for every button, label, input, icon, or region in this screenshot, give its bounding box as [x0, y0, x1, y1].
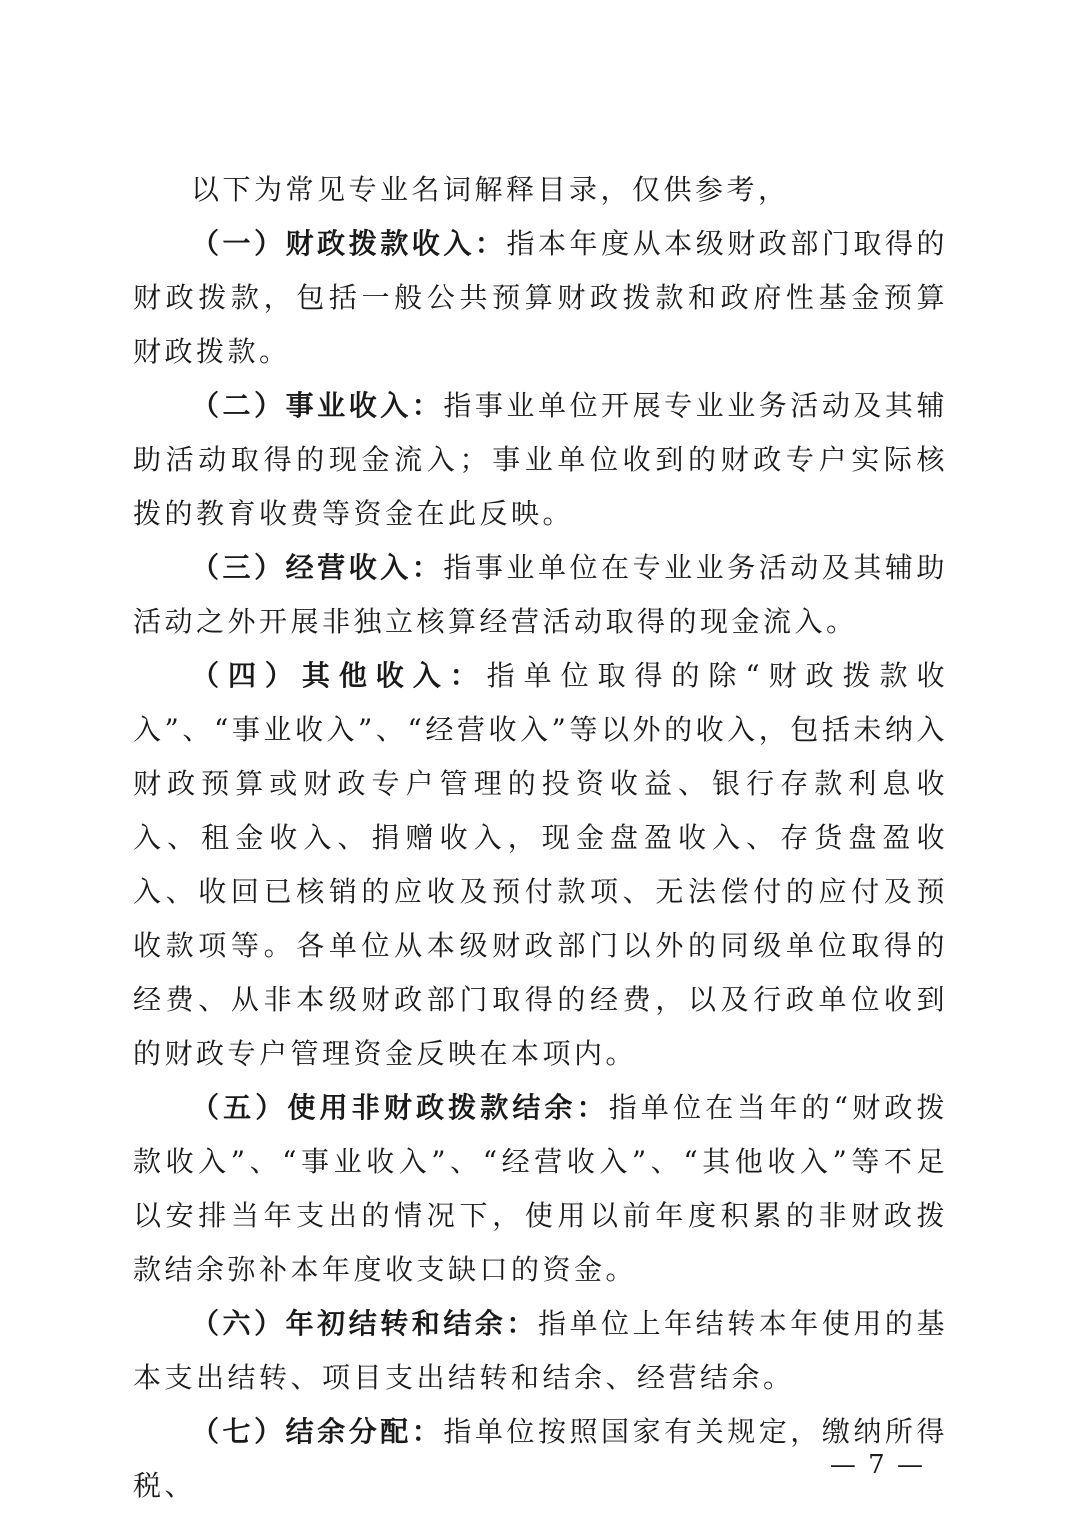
term-heading: （七）结余分配：	[191, 1415, 444, 1448]
page-number: — 7 —	[829, 1450, 925, 1480]
term-definition: 指事业单位在专业业务活动及其辅助活动之外开展非独立核算经营活动取得的现金流入。	[133, 551, 948, 638]
term-heading: （四）其他收入：	[191, 659, 487, 692]
term-definition: 指事业单位开展专业业务活动及其辅助活动取得的现金流入；事业单位收到的财政专户实际核拨的教育收费等资金在此反映。	[133, 389, 948, 530]
definition-paragraph-6	[133, 1297, 948, 1405]
term-definition: 指单位按照国家有关规定，缴纳所得税、	[133, 1415, 948, 1502]
term-heading: （六）年初结转和结余：	[191, 1307, 538, 1340]
term-heading: （三）经营收入：	[191, 551, 444, 584]
term-heading: （二）事业收入：	[191, 389, 444, 422]
definition-paragraph-5	[133, 1081, 948, 1297]
body-text	[133, 163, 948, 1513]
term-definition: 指本年度从本级财政部门取得的财政拨款，包括一般公共预算财政拨款和政府性基金预算财政拨款。	[133, 227, 948, 368]
definition-paragraph-4	[133, 649, 948, 1081]
term-definition: 指单位取得的除“财政拨款收入”、“事业收入”、“经营收入”等以外的收入，包括未纳入财政预算或财政专户管理的投资收益、银行存款利息收入、租金收入、捐赠收入，现金盘盈收入、存货盘盈收入、收回已核销的应收及预付款项、无法偿付的应付及预收款项等。各单位从本级财政部门以外的同级单位取得的经费、从非本级财政部门取得的经费，以及行政单位收到的财政专户管理资金反映在本项内。	[133, 659, 948, 1070]
intro-paragraph	[133, 163, 948, 217]
term-definition: 指单位在当年的“财政拨款收入”、“事业收入”、“经营收入”、“其他收入”等不足以安排当年支出的情况下，使用以前年度积累的非财政拨款结余弥补本年度收支缺口的资金。	[133, 1091, 948, 1286]
definition-paragraph-2	[133, 379, 948, 541]
definition-paragraph-3	[133, 541, 948, 649]
definition-paragraph-7	[133, 1405, 948, 1513]
term-definition: 指单位上年结转本年使用的基本支出结转、项目支出结转和结余、经营结余。	[133, 1307, 948, 1394]
definition-paragraph-1	[133, 217, 948, 379]
term-heading: （五）使用非财政拨款结余：	[191, 1091, 609, 1124]
intro-text: 以下为常见专业名词解释目录，仅供参考，	[191, 173, 790, 206]
term-heading: （一）财政拨款收入：	[191, 227, 507, 260]
